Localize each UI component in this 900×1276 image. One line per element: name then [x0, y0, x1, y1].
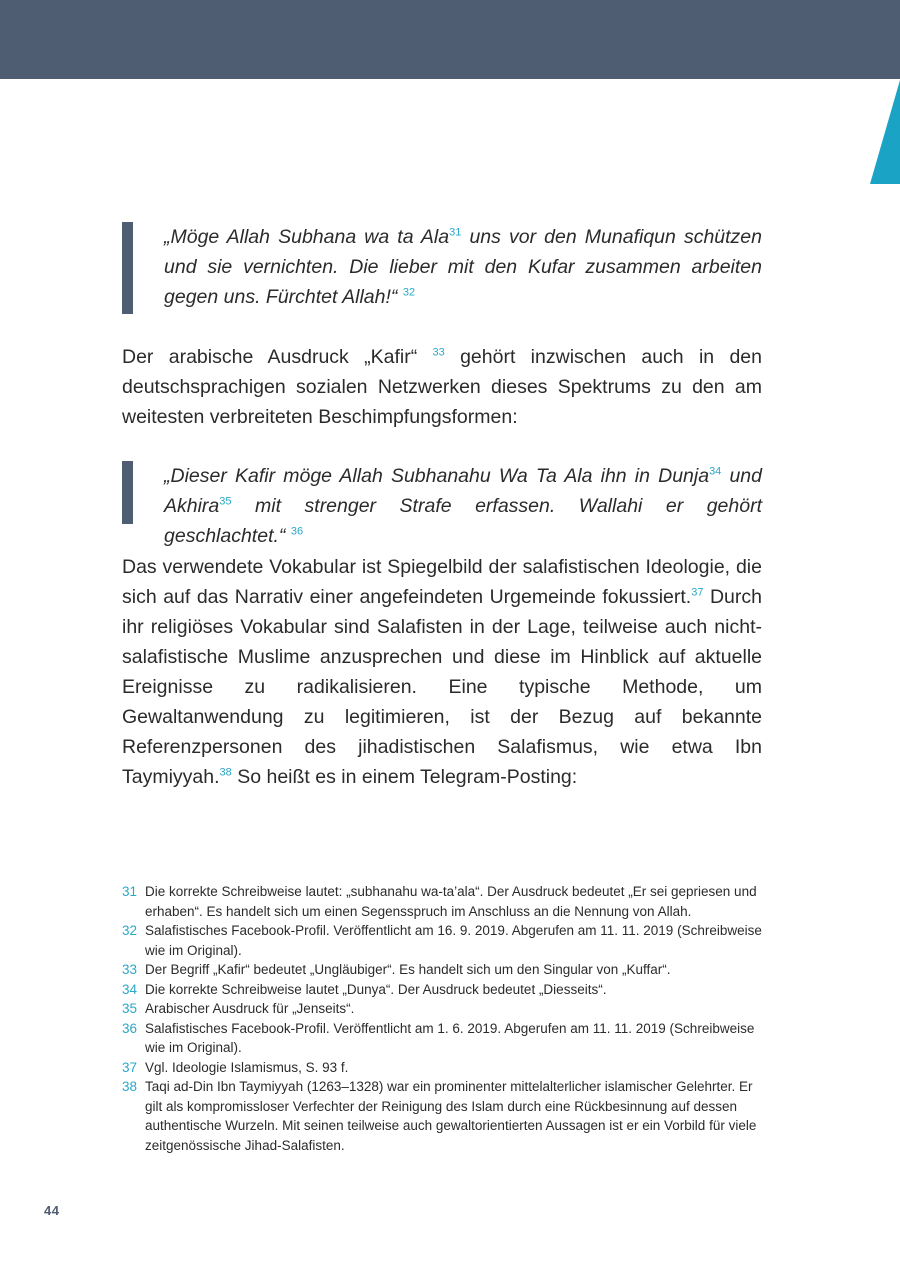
footnote-item [122, 960, 762, 980]
paragraph-2: Das verwendete Vokabular ist Spiegelbild der salafistischen Ideologie, die sich auf das Narrativ einer angefeindeten Urgemeinde fokussiert.$^{37}$ Durch ihr religiöses Vokabular sind Salafisten in der Lage, teilweise auch nicht-salafistische Muslime anzusprechen und diese im Hinblick auf aktuelle Ereignisse zu radikalisieren. Eine typische Methode, um Gewaltanwendung zu legitimieren, ist der Bezug auf bekannte Referenzpersonen des jihadistischen Salafismus, wie etwa Ibn Taymiyyah.$^{38}$ So heißt es in einem Telegram-Posting: [122, 556, 762, 788]
footnote-text: Der Begriff „Kafir“ bedeutet „Ungläubiger“. Es handelt sich um den Singular von „Kuffar“. [145, 962, 671, 977]
footnote-ref-33[interactable]: 33 [432, 346, 445, 359]
footnote-number: 34 [122, 981, 138, 997]
footnote-ref-38[interactable]: 38 [219, 766, 232, 779]
footnote-text: Die korrekte Schreibweise lautet „Dunya“. Der Ausdruck bedeutet „Diesseits“. [145, 981, 607, 997]
footnote-number: 36 [122, 1020, 138, 1036]
footnote-text: Taqi ad-Din Ibn Taymiyyah (1263–1328) war ein prominenter mittelalterlicher islamischer Gelehrter. Er gilt als kompromissloser Verfechter der Reinigung des Islam durch eine Rückbesinnung auf dessen authentische Wurzeln. Mit seinen teilweise auch gewaltorientierten Aussagen ist er ein Vorbild für viele zeitgenössische Jihad-Salafisten. [145, 1079, 757, 1153]
quote-text: „Dieser Kafir möge Allah Subhanahu Wa Ta Ala ihn in Dunja$^{34}$ und Akhira$^{35}$ mit strenger Strafe erfassen. Wallahi er gehört geschlachtet.“ $^{36}$ [164, 465, 762, 547]
footnote-text: Salafistisches Facebook-Profil. Veröffentlicht am 16. 9. 2019. Abgerufen am 11. 11. 2019 (Schreibweise wie im Original). [145, 923, 762, 958]
footnote-number: 33 [122, 962, 138, 977]
footnote-ref-31[interactable]: 31 [449, 226, 462, 239]
footnote-text: Arabischer Ausdruck für „Jenseits“. [145, 1001, 355, 1016]
footnote-text: Salafistisches Facebook-Profil. Veröffentlicht am 1. 6. 2019. Abgerufen am 11. 11. 2019 (Schreibweise wie im Original). [145, 1020, 755, 1055]
footnote-item [122, 999, 762, 1019]
footnote-number: 38 [122, 1079, 138, 1094]
footnote-number: 35 [122, 1001, 138, 1016]
footnotes [122, 882, 762, 1155]
footnote-ref-35[interactable]: 35 [219, 495, 232, 508]
header-band [0, 0, 900, 79]
footnote-number: 32 [122, 923, 138, 938]
page-number: 44 [44, 1203, 60, 1218]
quote-bar [122, 222, 133, 314]
footnote-item [122, 980, 762, 1000]
footnote-item [122, 882, 762, 921]
quote-text: „Möge Allah Subhana wa ta Ala$^{31}$ uns vor den Munafiqun schützen und sie vernichten. Die lieber mit den Kufar zusammen arbeiten gegen uns. Fürchtet Allah!“ $^{32}$ [164, 226, 762, 308]
footnote-ref-37[interactable]: 37 [691, 586, 704, 599]
footnote-number: 31 [122, 884, 138, 899]
footnote-text: Vgl. Ideologie Islamismus, S. 93 f. [145, 1059, 349, 1075]
footnote-item [122, 1077, 762, 1155]
footnote-item [122, 921, 762, 960]
footnote-number: 37 [122, 1059, 138, 1075]
quote-bar [122, 461, 133, 524]
footnote-text: Die korrekte Schreibweise lautet: „subhanahu wa-ta’ala“. Der Ausdruck bedeutet „Er sei gepriesen und erhaben“. Es handelt sich um einen Segensspruch im Anschluss an die Nennung von Allah. [145, 884, 757, 919]
footnote-item [122, 1058, 762, 1078]
footnote-ref-36[interactable]: 36 [290, 525, 304, 538]
footnote-ref-32[interactable]: 32 [402, 286, 416, 299]
block-quote-1 [122, 222, 762, 312]
footnote-ref-34[interactable]: 34 [709, 465, 722, 478]
footnote-item [122, 1019, 762, 1058]
block-quote-2 [122, 461, 762, 551]
accent-triangle [870, 80, 900, 184]
paragraph-1: Der arabische Ausdruck „Kafir“ $^{33}$ gehört inzwischen auch in den deutschsprachigen sozialen Netzwerken dieses Spektrums zu den am weitesten verbreiteten Beschimpfungsformen: [122, 346, 762, 428]
